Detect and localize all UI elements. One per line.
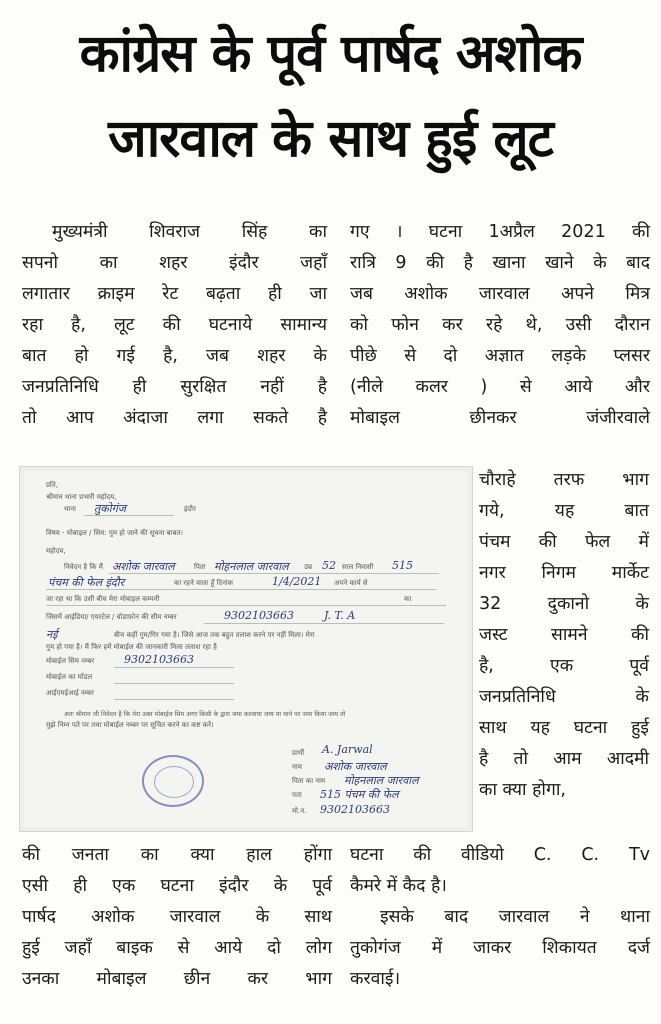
doc-text: प्रार्थी [292,749,305,757]
text-line: का क्या होगा, [479,780,566,800]
article-left-bottom [22,840,332,995]
handwritten-text: नई [46,628,58,641]
text-line: उनका मोबाइल छीन कर भाग [22,969,332,989]
doc-text: आईएमईआई नम्बर [46,689,94,697]
doc-underline [84,515,174,516]
doc-text: का रहने वाला हूँ दिनांक [174,579,234,587]
text-line: पार्षद अशोक जारवाल के साथ [22,907,332,927]
text-line: चौराहे तरफ भाग [479,470,649,490]
headline-line-1: कांग्रेस के पूर्व पार्षद अशोक [79,24,582,84]
handwritten-text: अशोक जारवाल [324,760,387,773]
text-line: साथ यह घटना हुई [479,718,649,738]
doc-text: पता [292,791,302,799]
doc-text: पिता [194,563,206,571]
doc-text: जिसमें आईडिया/ एयरटेल / वोडाफ़ोन की सीम नम्बर [46,613,177,621]
doc-text: मोबाईल सिम नम्बर [46,657,95,665]
doc-text: उम्र [304,563,313,571]
doc-text: बीच कहीं गुम/गिर गया है। जिसे आज तक बहुत तलाश करने पर नहीं मिला। मेरा [114,631,315,639]
doc-text: मोबाईल का मॉडल [46,673,93,681]
text-line: जब अशोक जारवाल अपने मित्र [350,284,650,304]
text-line: की जनता का क्या हाल होंगा [22,845,332,865]
complaint-letter-photo [19,466,473,832]
doc-text: निवेदन है कि मैं [64,563,103,571]
doc-text: पिता का नाम [292,777,326,785]
text-line: सपनो का शहर इंदौर जहाँ [22,253,327,273]
handwritten-text: 9302103663 [224,609,294,622]
text-line: जनप्रतिनिधि ही सुरक्षित नहीं है [22,377,327,397]
handwritten-text: 9302103663 [320,803,390,816]
text-line: तो आप अंदाजा लगा सकते है [22,408,327,428]
handwritten-text: 515 [392,559,413,572]
doc-underline [46,605,446,606]
doc-text: मो.न. [292,807,307,815]
doc-underline [114,667,234,668]
handwritten-text: 515 पंचम की फेल [320,788,399,801]
doc-text: नाम [292,763,302,771]
handwritten-text: मोहनलाल जारवाल [344,774,419,787]
article-right-bottom [350,840,650,995]
police-stamp [142,755,204,807]
doc-underline [114,699,234,700]
doc-underline [204,623,444,624]
doc-text: अपने कार्य से [334,579,368,587]
text-line: है, एक पूर्व [479,656,649,676]
text-line: गये, यह बात [479,501,649,521]
text-line: लगातार क्राइम रेट बढ़ता ही जा [22,284,327,304]
article-right-narrow-column [479,465,649,806]
doc-text: जा रहा था कि उसी बीच मेरा मोबाइल कम्पनी [46,595,160,603]
text-line: कैमरे में कैद है। [350,876,447,896]
text-line: रहा है, लूट की घटनाये सामान्य [22,315,327,335]
doc-text: गुम हो गया है। मैं फिर हमें मोबाईल की जानकारी मिला तलाश रहा है [46,643,217,651]
handwritten-text: 9302103663 [124,653,194,666]
text-line: पंचम की फेल में [479,532,649,552]
doc-text: इंदौर [184,505,196,513]
handwritten-text: अशोक जारवाल [112,560,175,573]
handwritten-text: J. T. A [324,609,356,622]
doc-text: थाना [64,505,76,513]
doc-text: श्रीमान थाना प्रभारी महोदय, [46,493,117,501]
text-line: जनप्रतिनिधि के [479,687,649,707]
text-line: मोबाइल छीनकर जंजीरवाले [350,408,650,428]
article-left-column [22,217,327,434]
text-line: तुकोगंज में जाकर शिकायत दर्ज [350,938,650,958]
doc-text: प्रति, [46,481,59,489]
signature: A. Jarwal [322,743,373,756]
handwritten-text: तुकोगंज [94,502,126,515]
text-line: (नीले कलर ) से आये और [350,377,650,397]
text-line: 32 दुकानो के [479,594,649,614]
doc-underline [46,589,436,590]
text-line: इसके बाद जारवाल ने थाना [380,907,650,927]
handwritten-text: 1/4/2021 [272,575,322,588]
doc-text: अतः श्रीमान जी निवेदन है कि मेरा उक्त मोबाईल सिम अगर किसी के द्वारा जमा करवाया जाय या थाने पर जमा किया जाय तो [64,711,346,718]
article-right-column [350,217,650,434]
handwritten-text: 52 [322,559,336,572]
doc-underline [114,683,234,684]
text-line: एसी ही एक घटना इंदौर के पूर्व [22,876,332,896]
doc-underline [109,573,439,574]
text-line: को फोन कर रहे थे, उसी दौरान [350,315,650,335]
doc-text: विषय - मोबाइल / सिम: गुम हो जाने की सूचना बाबत। [46,529,184,537]
text-line: है तो आम आदमी [479,749,649,769]
doc-text: महोदय, [46,547,66,555]
text-line: रात्रि 9 की है खाना खाने के बाद [350,253,650,273]
doc-text: साल निवासी [342,563,374,571]
text-line: नगर निगम मार्केट [479,563,649,583]
headline-line-2: जारवाल के साथ हुई लूट [108,109,553,169]
handwritten-text: पंचम की फेल इंदौर [48,576,125,589]
doc-text: मुझे निम्न पते पर तथा मोबाईल नम्बर पर सूचित करने का कष्ट करें। [46,721,214,729]
text-line: हुई जहाँ बाइक से आये दो लोग [22,938,332,958]
text-line: जस्ट सामने की [479,625,649,645]
handwritten-text: मोहनलाल जारवाल [214,560,289,573]
text-line: गए । घटना 1अप्रैल 2021 की [350,222,650,242]
text-line: करवाई। [350,969,401,989]
text-line: बात हो गई है, जब शहर के [22,346,327,366]
complaint-letter-paper [24,471,468,827]
doc-text: का [404,595,412,603]
text-line: पीछे से दो अज्ञात लड़के प्लसर [350,346,650,366]
text-line: घटना की वीडियो C. C. Tv [350,845,650,865]
police-stamp-inner [154,766,194,798]
text-line: मुख्यमंत्री शिवराज सिंह का [52,222,327,242]
